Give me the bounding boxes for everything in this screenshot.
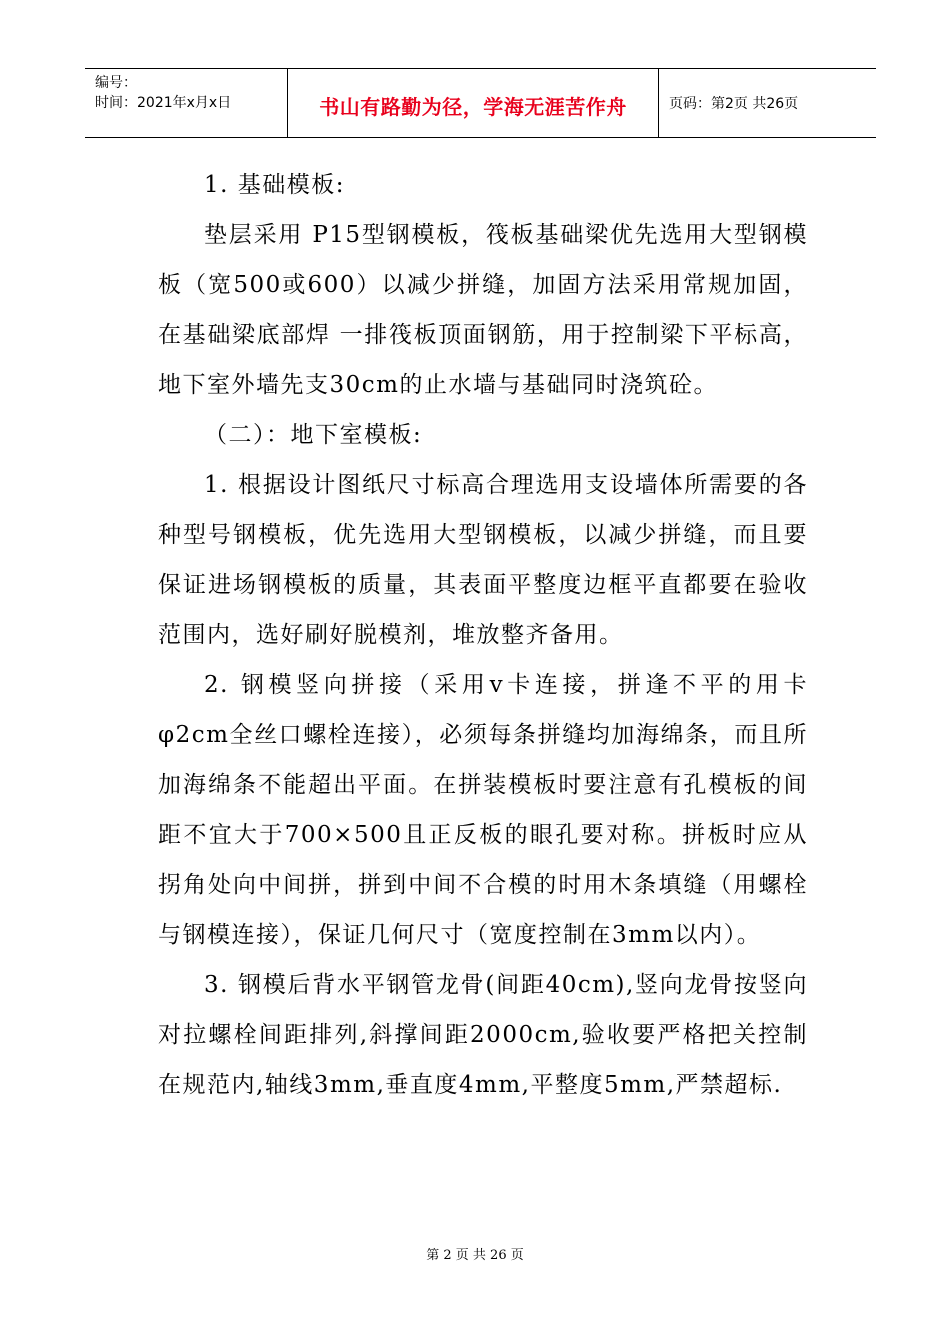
time-label: 时间：2021年x月x日 — [95, 95, 232, 111]
paragraph-item-2: 2. 钢模竖向拼接（采用v卡连接，拼逢不平的用卡φ2cm全丝口螺栓连接），必须每条拼缝均加海绵条，而且所加海绵条不能超出平面。在拼装模板时要注意有孔模板的间距不宜大于700×500且正反板的眼孔要对称。拼板时应从拐角处向中间拼，拼到中间不合模的时用木条填缝（用螺栓与钢模连接），保证几何尺寸（宽度控制在3mm以内）。 — [158, 672, 808, 948]
section-heading-foundation: 1. 基础模板: — [204, 172, 346, 198]
section-heading-basement: （二）：地下室模板: — [204, 422, 423, 448]
header-middle-cell — [288, 69, 659, 137]
paragraph-foundation: 垫层采用 P15型钢模板，筏板基础梁优先选用大型钢模板（宽500或600）以减少拼缝，加固方法采用常规加固，在基础梁底部焊 一排筏板顶面钢筋，用于控制梁下平标高，地下室外墙先支30cm的止水墙与基础同时浇筑砼。 — [158, 222, 808, 398]
paragraph-item-3: 3. 钢模后背水平钢管龙骨(间距40cm),竖向龙骨按竖向对拉螺栓间距排列,斜撑间距2000cm,验收要严格把关控制在规范内,轴线3mm,垂直度4mm,平整度5mm,严禁超标. — [158, 972, 808, 1098]
paragraph-item-1: 1. 根据设计图纸尺寸标高合理选用支设墙体所需要的各种型号钢模板，优先选用大型钢模板，以减少拼缝，而且要保证进场钢模板的质量，其表面平整度边框平直都要在验收范围内，选好刷好脱模剂，堆放整齐备用。 — [158, 472, 808, 648]
page-info: 页码：第2页 共26页 — [669, 96, 799, 112]
document-body — [158, 160, 808, 1110]
header-left-cell — [85, 69, 288, 137]
page-header — [85, 68, 876, 138]
number-label: 编号： — [95, 75, 137, 91]
motto: 书山有路勤为径，学海无涯苦作舟 — [319, 95, 627, 119]
header-right-cell — [659, 69, 876, 137]
page-footer: 第 2 页 共 26 页 — [426, 1248, 524, 1263]
